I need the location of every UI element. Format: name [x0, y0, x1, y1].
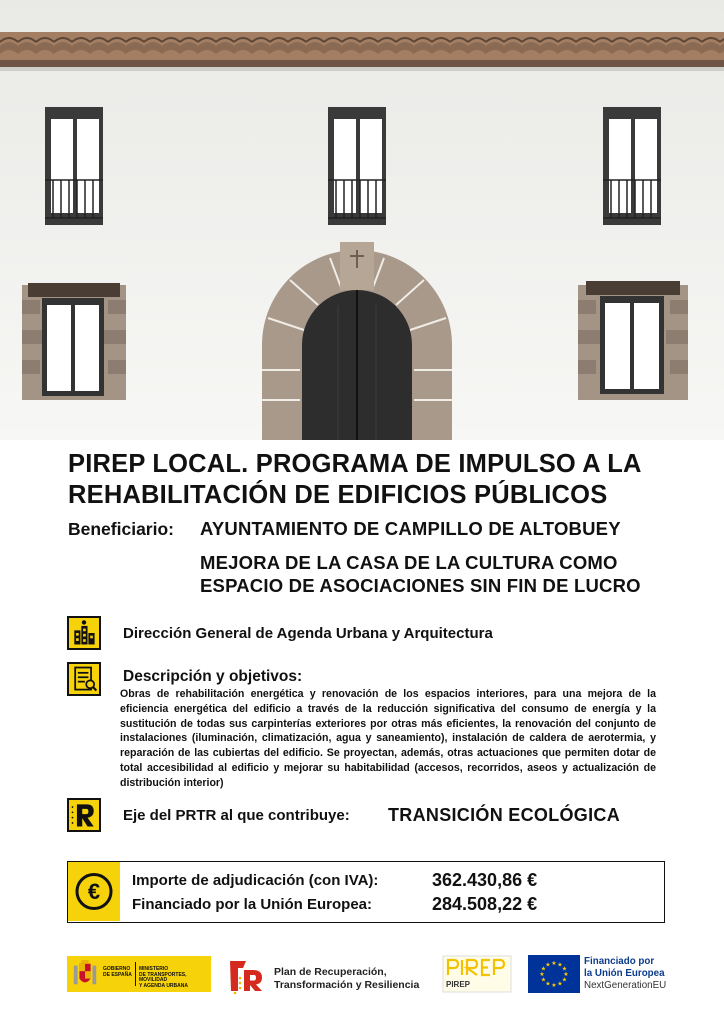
eu-funding-line1: Financiado por	[584, 956, 655, 967]
award-amount-value: 362.430,86 €	[432, 870, 538, 890]
eu-flag-icon	[528, 955, 580, 993]
prtr-axis-label: Eje del PRTR al que contribuye:	[123, 807, 350, 824]
gobierno-line1: GOBIERNO	[103, 966, 131, 972]
svg-text:€: €	[87, 879, 101, 904]
directorate-name: Dirección General de Agenda Urbana y Arquitectura	[123, 625, 493, 642]
amounts-box	[67, 861, 665, 923]
lower-window-right	[578, 281, 688, 400]
gobierno-line2: DE ESPAÑA	[103, 971, 132, 978]
beneficiary-value: AYUNTAMIENTO DE CAMPILLO DE ALTOBUEY	[200, 518, 621, 539]
document-icon	[67, 662, 101, 696]
upper-window-left	[45, 107, 103, 225]
svg-text:★: ★	[540, 976, 547, 984]
ministry-line3: Y AGENDA URBANA	[139, 982, 188, 989]
eu-funding-text	[584, 956, 666, 992]
gobierno-espana-logo	[67, 956, 211, 992]
prtr-plan-line2: Transformación y Resiliencia	[274, 979, 420, 991]
ministry-line1: MINISTERIO	[139, 966, 169, 972]
eu-funding-line3: NextGenerationEU	[584, 980, 667, 991]
svg-text:★: ★	[540, 965, 547, 973]
program-title-line2: REHABILITACIÓN DE EDIFICIOS PÚBLICOS	[68, 481, 608, 509]
euro-icon	[68, 862, 120, 921]
svg-text:★: ★	[561, 976, 568, 984]
project-title	[200, 551, 641, 597]
program-title-line1: PIREP LOCAL. PROGRAMA DE IMPULSO A LA	[68, 450, 642, 478]
pirep-label: PIREP	[446, 980, 471, 989]
pirep-logo	[442, 955, 512, 993]
project-title-line2: ESPACIO DE ASOCIACIONES SIN FIN DE LUCRO	[200, 575, 641, 596]
upper-window-center	[328, 107, 386, 225]
svg-text:★: ★	[545, 961, 551, 969]
svg-text:★: ★	[539, 971, 545, 978]
eu-funding-line2: la Unión Europea	[584, 968, 665, 979]
city-building-icon	[67, 616, 101, 650]
prtr-logo-icon	[226, 958, 266, 994]
svg-text:★: ★	[561, 965, 568, 973]
prtr-axis-value: TRANSICIÓN ECOLÓGICA	[388, 805, 621, 825]
project-title-line1: MEJORA DE LA CASA DE LA CULTURA COMO	[200, 552, 618, 573]
building-facade-image	[0, 0, 724, 440]
prtr-r-icon	[67, 798, 101, 832]
svg-text:★: ★	[563, 971, 569, 978]
coat-of-arms-icon	[71, 958, 99, 990]
svg-text:★: ★	[557, 980, 563, 988]
beneficiary-label: Beneficiario:	[68, 519, 174, 539]
award-amount-label: Importe de adjudicación (con IVA):	[132, 872, 379, 889]
lower-window-left	[22, 283, 126, 400]
upper-window-right	[603, 107, 661, 225]
eu-funding-label: Financiado por la Unión Europea:	[132, 896, 373, 913]
svg-text:★: ★	[551, 960, 557, 967]
svg-text:★: ★	[551, 982, 557, 989]
description-body: Obras de rehabilitación energética y renovación de los espacios interiores, para una mejora de la eficiencia energética del edificio a través de la reducción significativa del consumo de energía y la sustitución de todas sus carpinterías exteriores por otras más eficientes, la renovación del conjunto de instalaciones (iluminación, climatización, agua y saneamiento), instalación de caldera de aerotermia, y reparación de las cubiertas del edificio. Se proyectan, además, otras actuaciones que permiten dotar de total accesibilidad al edificio y mejorar su habitabilidad (accesos, recorridos, aseos y actualización de distribución interior)	[120, 688, 656, 789]
description-title: Descripción y objetivos:	[123, 668, 303, 685]
svg-text:★: ★	[557, 961, 563, 969]
eu-funding-value: 284.508,22 €	[432, 894, 538, 914]
svg-text:★: ★	[545, 980, 551, 988]
prtr-plan-line1: Plan de Recuperación,	[274, 966, 387, 978]
program-title	[68, 449, 708, 511]
prtr-plan-text	[274, 966, 419, 992]
ministry-line2: DE TRANSPORTES, MOVILIDAD	[139, 971, 187, 983]
